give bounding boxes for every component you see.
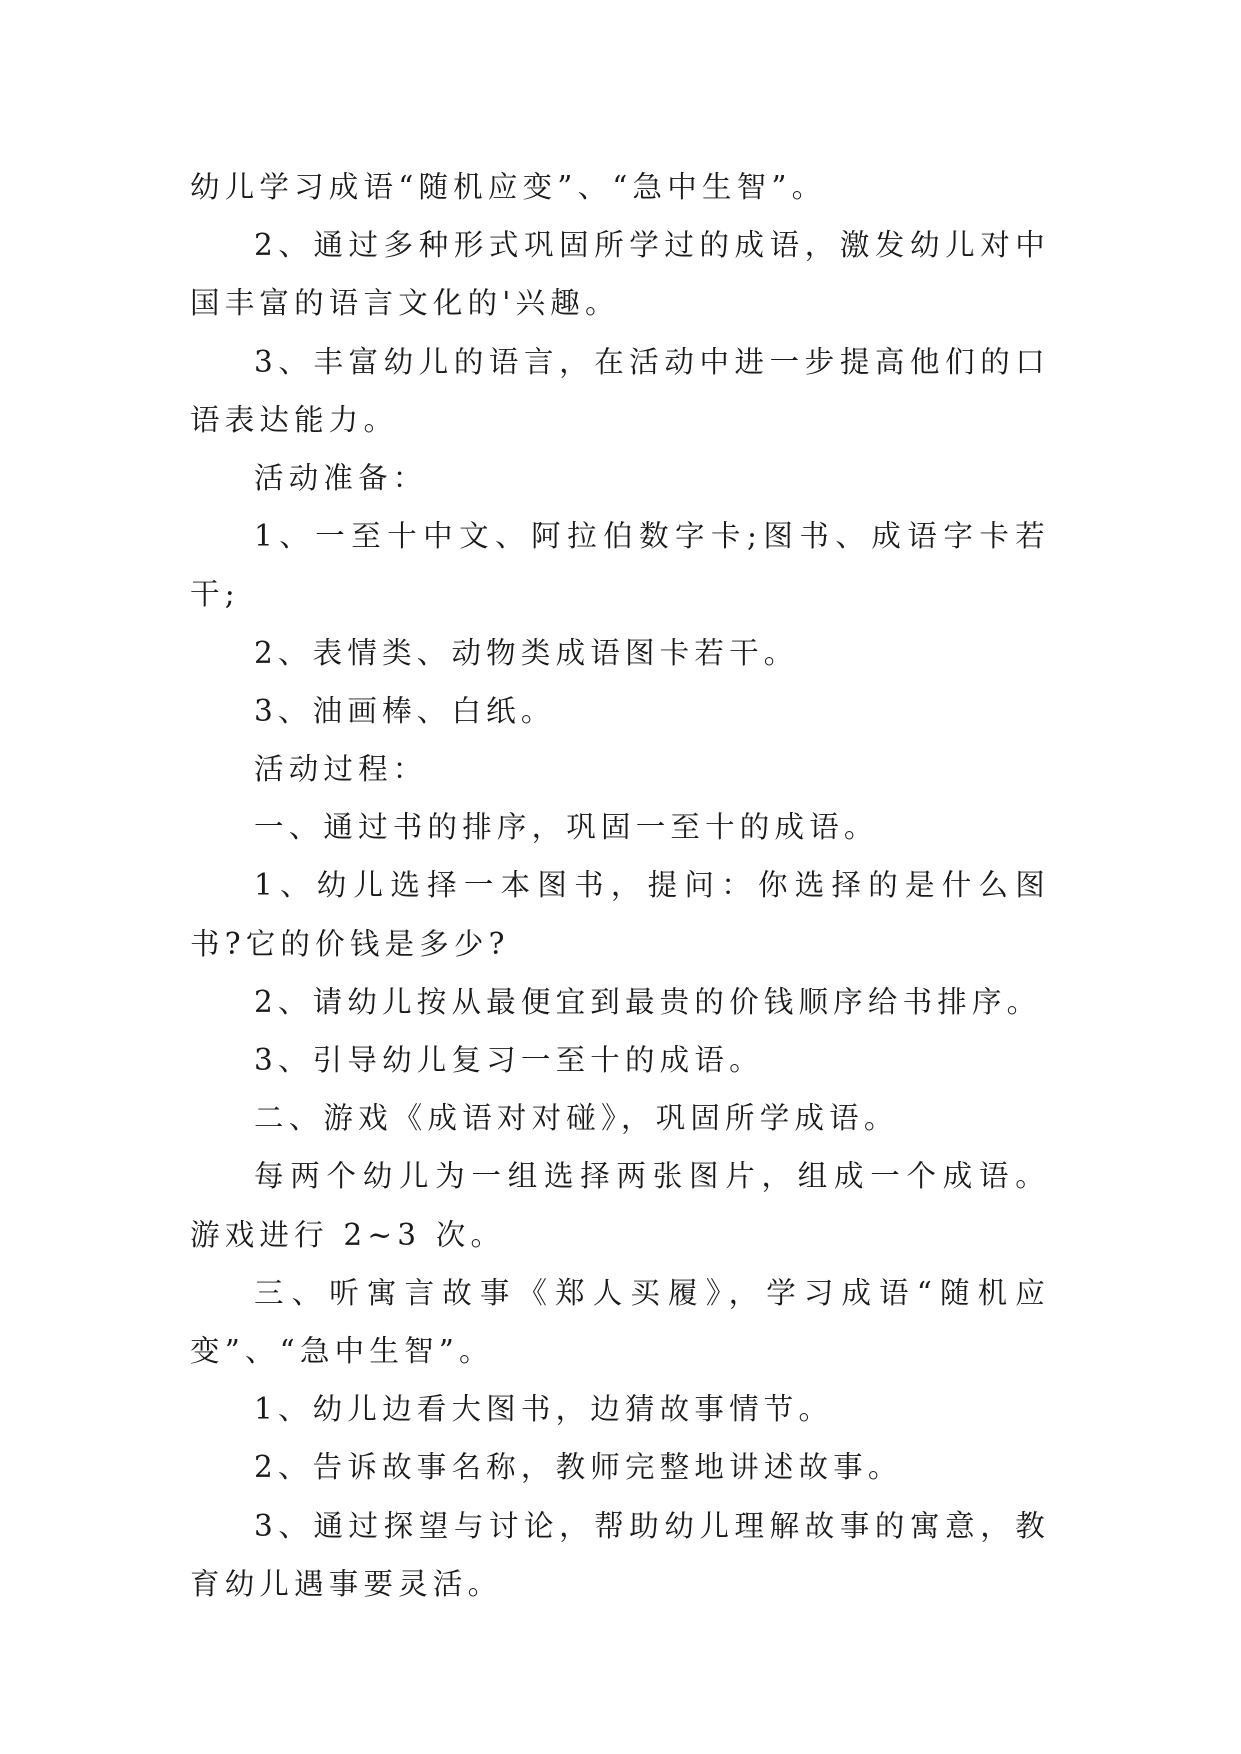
paragraph: 3、丰富幼儿的语言，在活动中进一步提高他们的口语表达能力。 — [190, 344, 1050, 437]
paragraph: 一、通过书的排序，巩固一至十的成语。 — [254, 810, 879, 845]
paragraph: 幼儿学习成语“随机应变”、“急中生智”。 — [190, 170, 827, 204]
section-heading-preparation: 活动准备： — [254, 461, 428, 496]
paragraph: 每两个幼儿为一组选择两张图片，组成一个成语。游戏进行 2~3 次。 — [190, 1159, 1050, 1252]
paragraph: 三、听寓言故事《郑人买履》，学习成语“随机应变”、“急中生智”。 — [190, 1275, 1050, 1369]
paragraph: 1、幼儿选择一本图书，提问：你选择的是什么图书?它的价钱是多少? — [190, 868, 1050, 961]
paragraph: 1、一至十中文、阿拉伯数字卡;图书、成语字卡若干; — [190, 519, 1050, 612]
paragraph: 3、引导幼儿复习一至十的成语。 — [254, 1043, 764, 1078]
paragraph: 二、游戏《成语对对碰》，巩固所学成语。 — [254, 1101, 899, 1136]
paragraph: 3、油画棒、白纸。 — [254, 693, 556, 728]
paragraph: 2、表情类、动物类成语图卡若干。 — [254, 635, 799, 670]
paragraph: 2、告诉故事名称，教师完整地讲述故事。 — [254, 1450, 903, 1485]
document-body — [190, 158, 1050, 1613]
paragraph: 2、请幼儿按从最便宜到最贵的价钱顺序给书排序。 — [254, 984, 1042, 1019]
paragraph: 3、通过探望与讨论，帮助幼儿理解故事的寓意，教育幼儿遇事要灵活。 — [190, 1508, 1050, 1601]
paragraph: 1、幼儿边看大图书，边猜故事情节。 — [254, 1392, 834, 1427]
section-heading-process: 活动过程： — [254, 752, 428, 787]
paragraph: 2、通过多种形式巩固所学过的成语，激发幼儿对中国丰富的语言文化的'兴趣。 — [190, 228, 1050, 321]
